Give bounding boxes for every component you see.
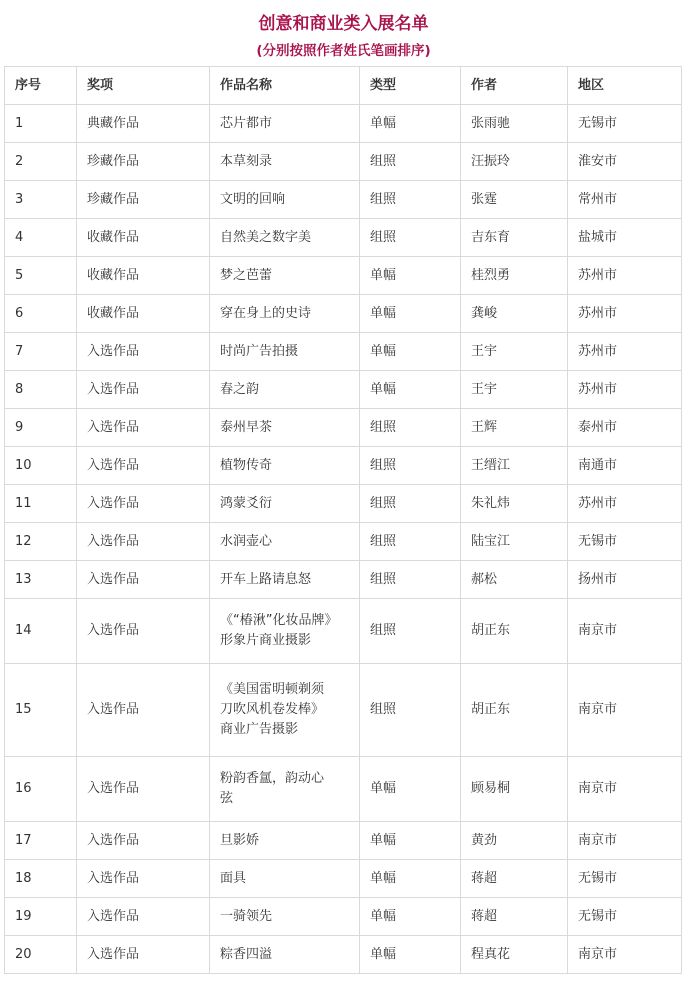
cell-type-text: 单幅 [370,305,397,321]
cell-no-text: 14 [15,623,32,638]
cell-award-text: 入选作品 [87,381,140,397]
cell-type [360,333,461,371]
cell-no [5,447,77,485]
cell-author-text: 张雨驰 [471,115,511,131]
cell-region-text: 南京市 [578,623,618,638]
cell-region [568,143,682,181]
header-work: 作品名称 [210,67,360,105]
cell-region-text: 无锡市 [578,908,618,924]
cell-author [461,371,568,409]
table-row [5,143,682,181]
cell-award [77,561,210,599]
cell-no-text: 12 [15,533,32,549]
cell-region [568,333,682,371]
cell-region [568,181,682,219]
cell-author [461,219,568,257]
cell-author [461,485,568,523]
cell-award-text: 入选作品 [87,571,140,587]
cell-no-text: 8 [15,381,24,397]
cell-type-text: 组照 [370,419,397,435]
cell-type [360,822,461,860]
cell-award [77,333,210,371]
cell-award [77,181,210,219]
cell-award-text: 入选作品 [87,457,140,473]
cell-no-text: 18 [15,870,32,886]
cell-author [461,822,568,860]
cell-work [210,295,360,333]
cell-type [360,860,461,898]
cell-no-text: 16 [15,781,32,796]
cell-type-text: 单幅 [370,908,397,924]
cell-award-text: 入选作品 [87,419,140,435]
cell-type-text: 单幅 [370,781,397,796]
cell-region [568,599,682,664]
header-author: 作者 [461,67,568,105]
cell-work [210,822,360,860]
cell-work-text: 春之韵 [220,381,260,397]
cell-work-text: 粽香四溢 [220,946,273,962]
cell-type-text: 组照 [370,533,397,549]
cell-no-text: 19 [15,908,32,924]
cell-author-text: 胡正东 [471,702,511,717]
cell-no-text: 7 [15,343,24,359]
cell-work [210,143,360,181]
cell-author-text: 桂烈勇 [471,267,511,283]
cell-award-text: 入选作品 [87,946,140,962]
table-row [5,664,682,757]
cell-award-text: 收藏作品 [87,305,140,321]
cell-award [77,485,210,523]
cell-region [568,664,682,757]
cell-no-text: 15 [15,702,32,717]
cell-region [568,485,682,523]
table-row [5,936,682,974]
table-row [5,447,682,485]
cell-region-text: 南通市 [578,457,618,473]
cell-no-text: 5 [15,267,24,283]
cell-author-text: 蒋超 [471,908,498,924]
cell-award [77,936,210,974]
cell-region-text: 苏州市 [578,343,618,359]
cell-work-text: 泰州早茶 [220,419,273,435]
cell-type [360,898,461,936]
cell-work [210,757,360,822]
cell-award [77,409,210,447]
cell-type [360,599,461,664]
cell-award-text: 珍藏作品 [87,153,140,169]
cell-work-text: 植物传奇 [220,457,273,473]
cell-author [461,523,568,561]
cell-award-text: 入选作品 [87,343,140,359]
cell-no [5,523,77,561]
table-row [5,860,682,898]
cell-author-text: 王宇 [471,343,498,359]
cell-work-text: 水润壶心 [220,533,273,549]
cell-no [5,898,77,936]
cell-no [5,599,77,664]
cell-no [5,822,77,860]
cell-no [5,333,77,371]
cell-author-text: 王辉 [471,419,498,435]
cell-award [77,898,210,936]
table-row [5,898,682,936]
cell-work [210,485,360,523]
cell-region-text: 南京市 [578,946,618,962]
cell-region [568,561,682,599]
table-row [5,295,682,333]
cell-work-text: 鸿蒙爻衍 [220,495,273,511]
cell-work [210,898,360,936]
cell-award [77,371,210,409]
cell-type-text: 组照 [370,571,397,587]
cell-work-text: 一骑领先 [220,908,273,924]
cell-award-text: 入选作品 [87,623,140,638]
cell-type-text: 组照 [370,153,397,169]
table-body [5,105,682,974]
cell-award-text: 入选作品 [87,832,140,848]
table-row [5,409,682,447]
exhibition-list-table [4,66,682,974]
cell-award-text: 入选作品 [87,870,140,886]
cell-type [360,664,461,757]
cell-type [360,105,461,143]
table-row [5,822,682,860]
cell-region-text: 无锡市 [578,115,618,131]
header [0,0,687,64]
cell-no [5,757,77,822]
table-row [5,523,682,561]
cell-type-text: 单幅 [370,832,397,848]
cell-author [461,257,568,295]
cell-no [5,664,77,757]
cell-region [568,898,682,936]
cell-region-text: 苏州市 [578,267,618,283]
cell-author [461,936,568,974]
cell-author-text: 顾易桐 [471,781,511,796]
cell-region-text: 扬州市 [578,571,618,587]
cell-author-text: 朱礼炜 [471,495,511,511]
cell-region-text: 盐城市 [578,229,618,245]
cell-work [210,409,360,447]
cell-no-text: 6 [15,305,24,321]
cell-region [568,757,682,822]
cell-work-text: 粉韵香氲，韵动心 弦 [220,771,325,806]
cell-region [568,219,682,257]
cell-author [461,757,568,822]
cell-work [210,664,360,757]
cell-type [360,181,461,219]
cell-region-text: 南京市 [578,832,618,848]
cell-author-text: 黄劲 [471,832,498,848]
cell-award [77,599,210,664]
cell-region [568,936,682,974]
cell-no-text: 10 [15,457,32,473]
cell-type-text: 组照 [370,191,397,207]
cell-author-text: 蒋超 [471,870,498,886]
cell-type-text: 组照 [370,457,397,473]
cell-type [360,143,461,181]
cell-region-text: 苏州市 [578,381,618,397]
cell-no [5,143,77,181]
cell-work [210,561,360,599]
cell-region [568,257,682,295]
cell-award-text: 收藏作品 [87,229,140,245]
header-region: 地区 [568,67,682,105]
cell-work [210,860,360,898]
cell-region-text: 南京市 [578,781,618,796]
header-row [5,67,682,105]
cell-no-text: 1 [15,115,24,131]
cell-type-text: 组照 [370,495,397,511]
cell-award [77,757,210,822]
cell-author-text: 汪振玲 [471,153,511,169]
cell-award [77,219,210,257]
cell-award [77,664,210,757]
table-row [5,757,682,822]
cell-type [360,523,461,561]
cell-no [5,561,77,599]
cell-author-text: 王宇 [471,381,498,397]
cell-author-text: 陆宝江 [471,533,511,549]
cell-work-text: 穿在身上的史诗 [220,305,312,321]
table-row [5,371,682,409]
cell-no-text: 4 [15,229,24,245]
cell-work [210,105,360,143]
cell-region-text: 常州市 [578,191,618,207]
cell-work-text: 梦之芭蕾 [220,267,273,283]
cell-author [461,561,568,599]
cell-type [360,485,461,523]
cell-region [568,523,682,561]
cell-award [77,860,210,898]
cell-award-text: 入选作品 [87,781,140,796]
header-no: 序号 [5,67,77,105]
cell-award [77,447,210,485]
cell-work-text: 旦影娇 [220,832,260,848]
cell-author-text: 郝松 [471,571,498,587]
cell-type-text: 单幅 [370,115,397,131]
cell-type [360,757,461,822]
cell-no-text: 11 [15,495,32,511]
cell-award-text: 珍藏作品 [87,191,140,207]
cell-no-text: 3 [15,191,24,207]
cell-author-text: 张霆 [471,191,498,207]
cell-type-text: 单幅 [370,946,397,962]
cell-award [77,105,210,143]
table-row [5,219,682,257]
table-row [5,181,682,219]
cell-work-text: 文明的回响 [220,191,286,207]
cell-work [210,599,360,664]
cell-author [461,105,568,143]
cell-award-text: 入选作品 [87,533,140,549]
cell-author-text: 龚峻 [471,305,498,321]
cell-award [77,523,210,561]
cell-region-text: 无锡市 [578,533,618,549]
cell-work [210,371,360,409]
cell-no [5,219,77,257]
cell-no [5,257,77,295]
cell-no-text: 20 [15,946,32,962]
cell-work-text: 《“椿湫”化妆品牌》 形象片商业摄影 [220,613,338,648]
cell-no-text: 13 [15,571,32,587]
cell-author-text: 胡正东 [471,623,511,638]
cell-type [360,447,461,485]
table-row [5,333,682,371]
cell-no [5,295,77,333]
table-header [5,67,682,105]
cell-work-text: 时尚广告拍摄 [220,343,299,359]
cell-type [360,257,461,295]
cell-award-text: 入选作品 [87,908,140,924]
cell-type-text: 单幅 [370,343,397,359]
cell-work-text: 自然美之数字美 [220,229,312,245]
cell-work [210,219,360,257]
cell-type [360,409,461,447]
table-row [5,561,682,599]
header-type: 类型 [360,67,461,105]
cell-region [568,295,682,333]
cell-work [210,523,360,561]
cell-region [568,105,682,143]
cell-no [5,371,77,409]
cell-region [568,371,682,409]
cell-work-text: 面具 [220,870,247,886]
cell-work [210,447,360,485]
cell-author-text: 吉东育 [471,229,511,245]
cell-type [360,561,461,599]
cell-type [360,295,461,333]
cell-work [210,333,360,371]
cell-region [568,447,682,485]
table-row [5,105,682,143]
cell-no [5,181,77,219]
cell-award [77,143,210,181]
cell-no-text: 9 [15,419,24,435]
cell-award-text: 收藏作品 [87,267,140,283]
cell-author [461,898,568,936]
cell-no [5,860,77,898]
cell-work [210,257,360,295]
cell-work [210,936,360,974]
cell-author [461,409,568,447]
cell-no [5,409,77,447]
cell-author-text: 王缙江 [471,457,511,473]
cell-author-text: 程真花 [471,946,511,962]
cell-no-text: 2 [15,153,24,169]
cell-region [568,822,682,860]
table-row [5,485,682,523]
cell-region-text: 苏州市 [578,495,618,511]
cell-author [461,143,568,181]
cell-author [461,860,568,898]
cell-type [360,219,461,257]
cell-award [77,257,210,295]
cell-author [461,664,568,757]
cell-no [5,485,77,523]
cell-award [77,822,210,860]
cell-work-text: 本草刻录 [220,153,273,169]
cell-author [461,181,568,219]
cell-award [77,295,210,333]
cell-award-text: 入选作品 [87,702,140,717]
cell-no [5,105,77,143]
cell-type [360,936,461,974]
table-row [5,599,682,664]
page-subtitle: (分别按照作者姓氏笔画排序) [256,43,431,59]
cell-work [210,181,360,219]
cell-no [5,936,77,974]
cell-award-text: 入选作品 [87,495,140,511]
cell-author [461,447,568,485]
cell-region-text: 淮安市 [578,153,618,169]
cell-author [461,599,568,664]
cell-type-text: 单幅 [370,381,397,397]
cell-region-text: 苏州市 [578,305,618,321]
table-row [5,257,682,295]
cell-type-text: 组照 [370,229,397,245]
cell-type-text: 组照 [370,623,397,638]
cell-region-text: 南京市 [578,702,618,717]
page-title: 创意和商业类入展名单 [258,14,429,34]
cell-work-text: 《美国雷明顿剃须 刀吹风机卷发棒》 商业广告摄影 [220,682,325,737]
cell-no-text: 17 [15,832,32,848]
cell-type-text: 单幅 [370,870,397,886]
cell-award-text: 典藏作品 [87,115,140,131]
cell-author [461,295,568,333]
header-award: 奖项 [77,67,210,105]
cell-region [568,409,682,447]
cell-work-text: 开车上路请息怒 [220,571,312,587]
cell-region-text: 泰州市 [578,419,618,435]
cell-region [568,860,682,898]
cell-work-text: 芯片都市 [220,115,273,131]
cell-author [461,333,568,371]
cell-type-text: 组照 [370,702,397,717]
cell-type [360,371,461,409]
cell-type-text: 单幅 [370,267,397,283]
cell-region-text: 无锡市 [578,870,618,886]
